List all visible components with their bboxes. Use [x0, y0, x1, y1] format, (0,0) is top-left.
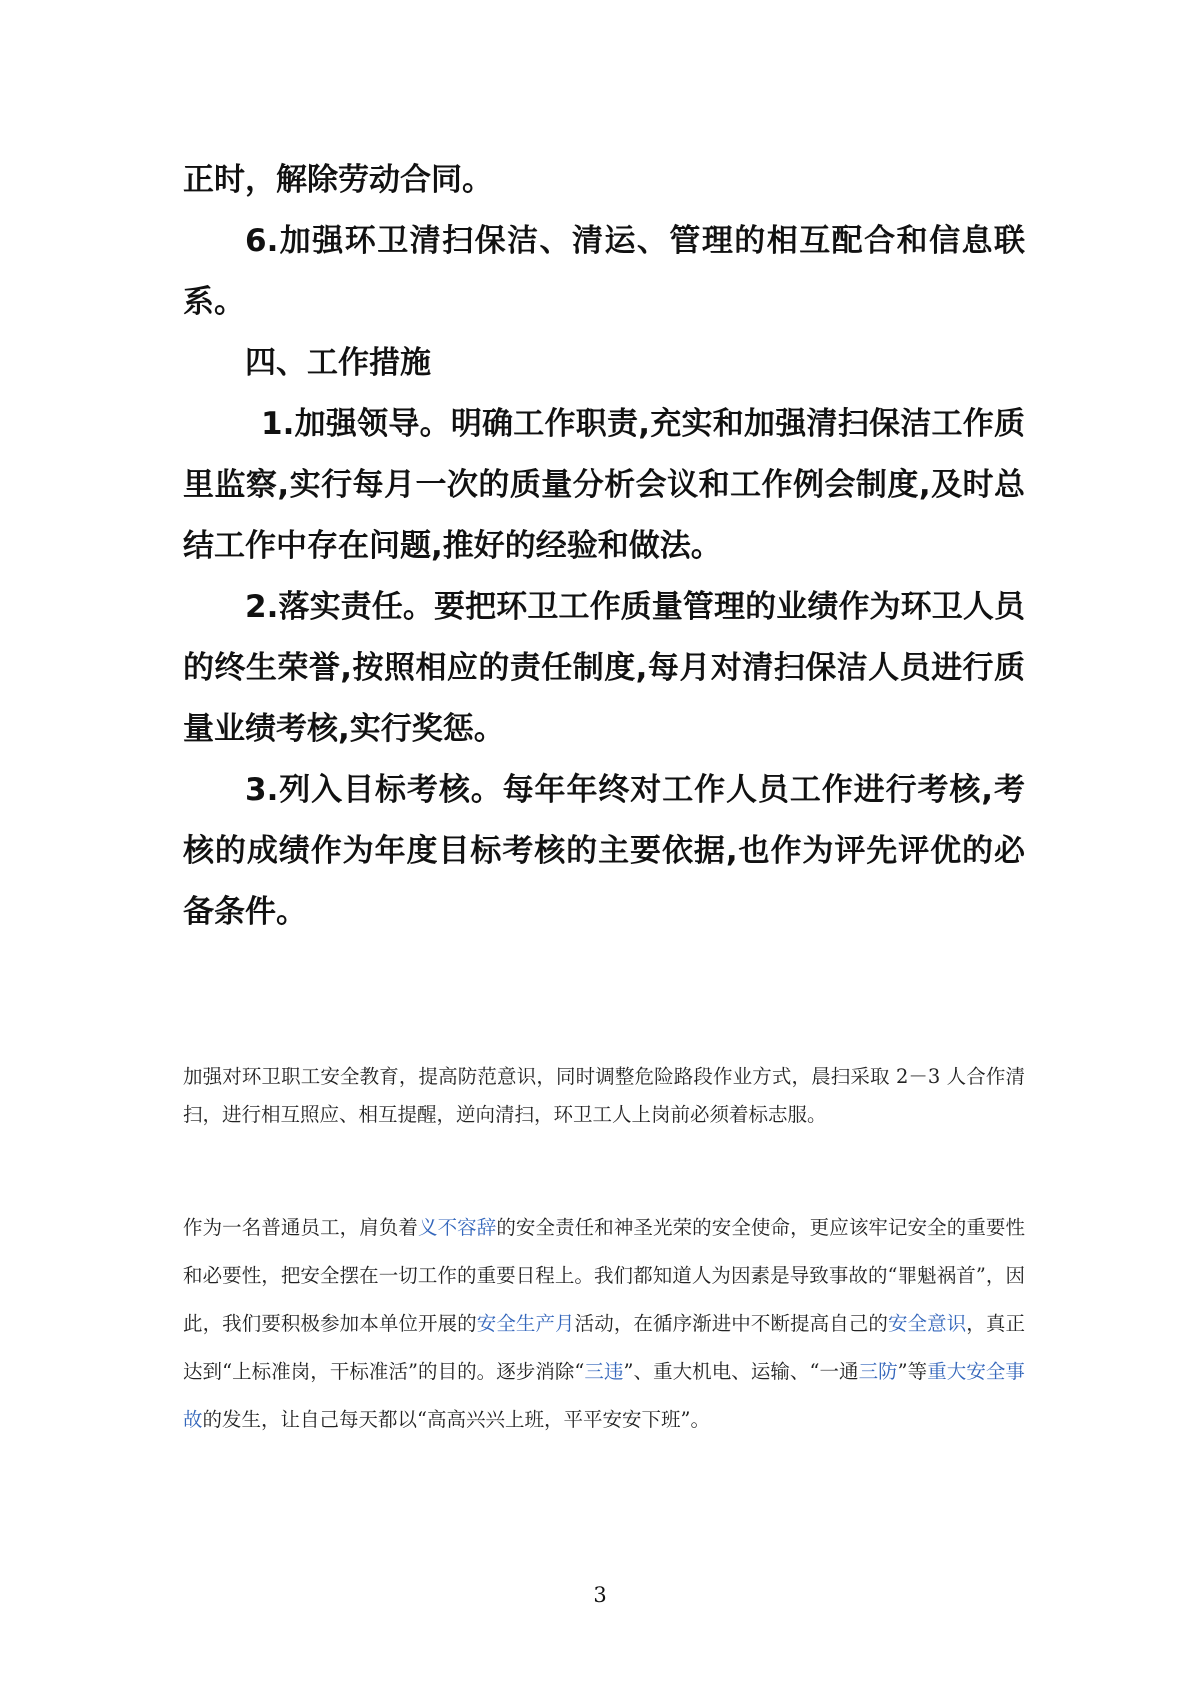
safety-essay-paragraph: [183, 1204, 1025, 1444]
link-san-fang[interactable]: 三防: [858, 1360, 898, 1383]
safety-note: [183, 1058, 1025, 1134]
safety-essay: [183, 1204, 1025, 1444]
paragraph-measure-2: 2.落实责任。要把环卫工作质量管理的业绩作为环卫人员的终生荣誉,按照相应的责任制度,每月对清扫保洁人员进行质量业绩考核,实行奖惩。: [183, 589, 1025, 747]
essay-text-5: ”、重大机电、运输、“一通: [623, 1360, 859, 1383]
page-number: 3: [593, 1583, 607, 1607]
link-safety-awareness[interactable]: 安全意识: [887, 1312, 967, 1335]
section-heading-work-measures: 四、工作措施: [245, 345, 431, 381]
link-yi-bu-rong-ci[interactable]: 义不容辞: [418, 1216, 497, 1239]
safety-note-text: 加强对环卫职工安全教育，提高防范意识，同时调整危险路段作业方式，晨扫采取 2－3 人合作清扫，进行相互照应、相互提醒，逆向清扫，环卫工人上岗前必须着标志服。: [183, 1065, 1025, 1126]
link-major-safety-accident[interactable]: 重大安全事故: [183, 1360, 1025, 1431]
essay-text-3: 活动，在循序渐进中不断提高自己的: [574, 1312, 888, 1335]
essay-text-1: 作为一名普通员工，肩负着: [183, 1216, 418, 1239]
essay-text-4: ，真正达到“上标准岗，干标准活”的目的。逐步消除“: [183, 1312, 1025, 1383]
essay-text-7: 的发生，让自己每天都以“高高兴兴上班，平平安安下班”。: [202, 1408, 710, 1431]
essay-text-2: 的安全责任和神圣光荣的安全使命，更应该牢记安全的重要性和必要性，把安全摆在一切工作的重要日程上。我们都知道人为因素是导致事故的“罪魁祸首”，因此，我们要积极参加本单位开展的: [183, 1216, 1025, 1335]
paragraph-measure-1: 1.加强领导。明确工作职责,充实和加强清扫保洁工作质里监察,实行每月一次的质量分析会议和工作例会制度,及时总结工作中存在问题,推好的经验和做法。: [183, 406, 1025, 564]
main-body: [183, 150, 1025, 943]
link-san-wei[interactable]: 三违: [584, 1360, 624, 1383]
essay-text-6: ”等: [897, 1360, 928, 1383]
link-safety-production-month[interactable]: 安全生产月: [476, 1312, 575, 1335]
paragraph-measure-3: 3.列入目标考核。每年年终对工作人员工作进行考核,考核的成绩作为年度目标考核的主要依据,也作为评先评优的必备条件。: [183, 772, 1025, 930]
paragraph-continuation: 正时，解除劳动合同。: [183, 162, 493, 198]
paragraph-item-6: 6.加强环卫清扫保洁、清运、管理的相互配合和信息联系。: [183, 223, 1025, 320]
